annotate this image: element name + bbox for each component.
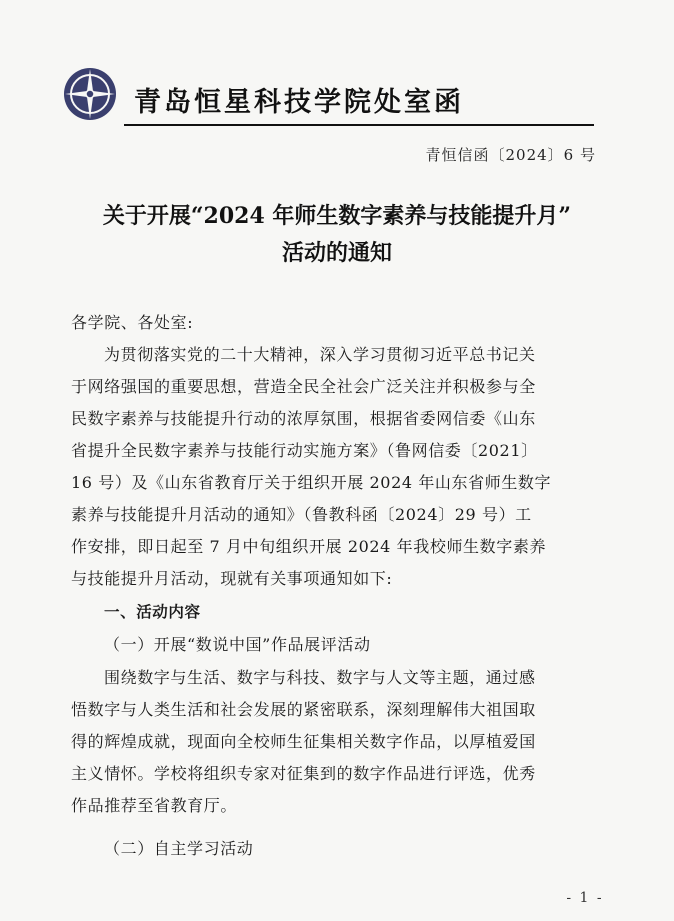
subsection-heading: （一）开展“数说中国”作品展评活动 [104,635,371,654]
salutation: 各学院、各处室: [71,313,194,332]
letterhead [62,66,622,130]
compass-star-emblem-icon [62,66,118,122]
organization-name: 青岛恒星科技学院处室函 [134,87,464,118]
paragraph-line: 得的辉煌成就，现面向全校师生征集相关数字作品，以厚植爱国 [71,732,536,751]
paragraph-line: 主义情怀。学校将组织专家对征集到的数字作品进行评选，优秀 [71,764,536,783]
paragraph-line: 民数字素养与技能提升行动的浓厚氛围，根据省委网信委《山东 [71,409,536,428]
paragraph-line: 悟数字与人类生活和社会发展的紧密联系，深刻理解伟大祖国取 [71,700,536,719]
paragraph-line: 作品推荐至省教育厅。 [71,796,238,815]
paragraph-line: 为贯彻落实党的二十大精神，深入学习贯彻习近平总书记关 [104,345,536,364]
paragraph-line: 于网络强国的重要思想，营造全民全社会广泛关注并积极参与全 [71,377,536,396]
paragraph-line: 16 号）及《山东省教育厅关于组织开展 2024 年山东省师生数字 [71,473,552,492]
document-number: 青恒信函〔2024〕6 号 [425,146,596,164]
header-divider [124,124,594,126]
paragraph-line: 作安排，即日起至 7 月中旬组织开展 2024 年我校师生数字素养 [71,537,547,556]
document-title-line-2: 活动的通知 [281,240,392,266]
paragraph-line: 围绕数字与生活、数字与科技、数字与人文等主题，通过感 [104,668,536,687]
paragraph-line: 省提升全民数字素养与技能行动实施方案》（鲁网信委〔2021〕 [71,441,538,460]
paragraph-line: 与技能提升月活动，现就有关事项通知如下: [71,569,393,588]
paragraph-line: 素养与技能提升月活动的通知》（鲁教科函〔2024〕29 号）工 [71,505,532,524]
document-title-line-1: 关于开展“2024 年师生数字素养与技能提升月” [102,203,572,229]
page-number-container [0,890,674,906]
subsection-heading: （二）自主学习活动 [104,839,254,858]
page-number: - 1 - [566,890,604,906]
section-heading: 一、活动内容 [104,603,201,621]
